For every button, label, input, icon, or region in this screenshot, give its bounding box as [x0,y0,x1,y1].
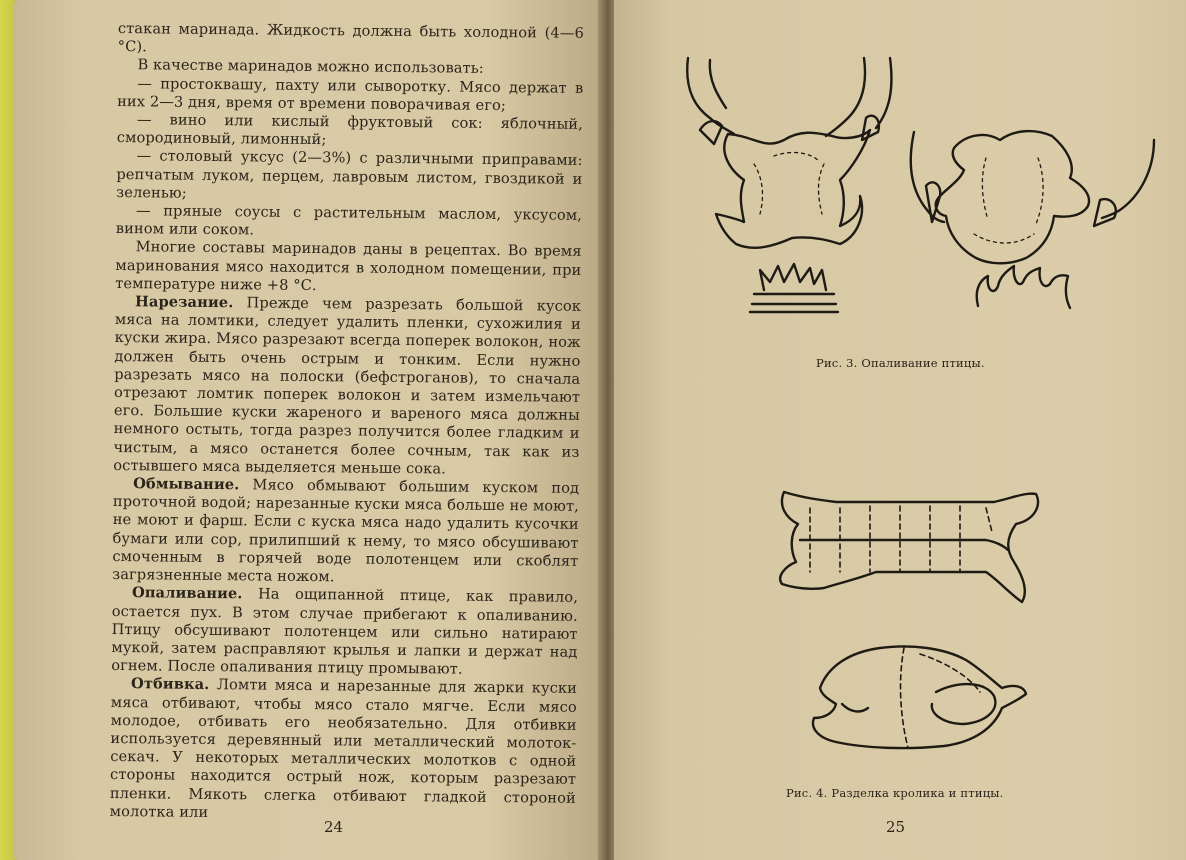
list-item: — вино или кислый фруктовый сок: яблочный, смородиновый, лимонный; [116,111,584,149]
figure-3-illustration [614,0,1174,340]
list-item: — простоквашу, пахту или сыворотку. Мясо держат в них 2—3 дня, время от времени поворачивая его; [117,74,584,114]
figure-4-caption: Рис. 4. Разделка кролика и птицы. [786,786,1004,800]
rabbit-carcass-drawing [780,492,1038,602]
section-paragraph: Отбивка. Ломти мяса и нарезанные для жарки куски мяса отбивают, чтобы мясо стало мягче. Если мясо молодое, отбивать его необязательно. Для отбивки используется деревянный или металлический молоток-секач. У некоторых металлических молотков с одной стороны находится острый нож, которым разрезают пленки. Мякоть слегка отбивают гладкой стороной молотка или [109,675,578,821]
page-number-right: 25 [886,818,906,836]
flame-right-drawing [977,266,1070,308]
section-heading: Опаливание. [131,584,243,603]
section-heading: Обмывание. [133,475,240,494]
section-paragraph: Опаливание. На ощипанной птице, как правило, остается пух. В этом случае прибегают к опаливанию. Птицу обсушивают полотенцем или сильно натирают мукой, затем расправляют крылья и лапки и держат над огнем. После опаливания птицу промывают. [111,584,579,678]
flame-left-drawing [750,264,838,312]
section-paragraph: Нарезание. Прежде чем разрезать большой кусок мяса на ломтики, следует удалить пленки, сухожилия и куски жира. Мясо разрезают всегда поперек волокон, нож должен быть очень острым и тонким. Если нужно разрезать мясо на полоски (бефстроганов), то сначала отрезают ломтик поперек волокон и затем измельчают его. Большие куски жареного и вареного мяса должны немного остыть, тогда разрез получится более гладким и чистым, а мясо останется более сочным, так как из остывшего мяса выделяется меньше сока. [113,293,582,478]
left-page [14,0,606,860]
figure-3-caption: Рис. 3. Опаливание птицы. [816,356,985,370]
right-page [614,0,1186,860]
bird-carcass-drawing [813,647,1026,749]
section-heading: Отбивка. [130,675,210,694]
bird-left-drawing [687,58,891,248]
figure-4-illustration [614,480,1174,780]
paragraph: В качестве маринадов можно использовать: [137,56,484,78]
paragraph: Многие составы маринадов даны в рецептах. Во время маринования мясо находится в холодном помещении, при температуре ниже +8 °С. [115,238,582,294]
paragraph: стакан маринада. Жидкость должна быть холодной (4—6 °С). [117,20,584,56]
bird-right-drawing [911,131,1154,263]
list-item: — столовый уксус (2—3%) с различными приправами: репчатым луком, перцем, лавровым листом, гвоздикой и зеленью; [116,147,583,202]
left-page-text [110,20,584,826]
list-item: — пряные соусы с растительным маслом, уксусом, вином или соком. [115,202,583,239]
page-number-left: 24 [324,818,344,836]
section-paragraph: Обмывание. Мясо обмывают большим куском под проточной водой; нарезанные куски мяса больше не моют, не моют и фарш. Если с куска мяса надо удалить кусочки бумаги или сор, прилипший к нему, то мясо обсушивают смоченным в горячей воде полотенцем или скоблят загрязненные места ножом. [112,475,580,586]
section-heading: Нарезание. [134,293,234,312]
